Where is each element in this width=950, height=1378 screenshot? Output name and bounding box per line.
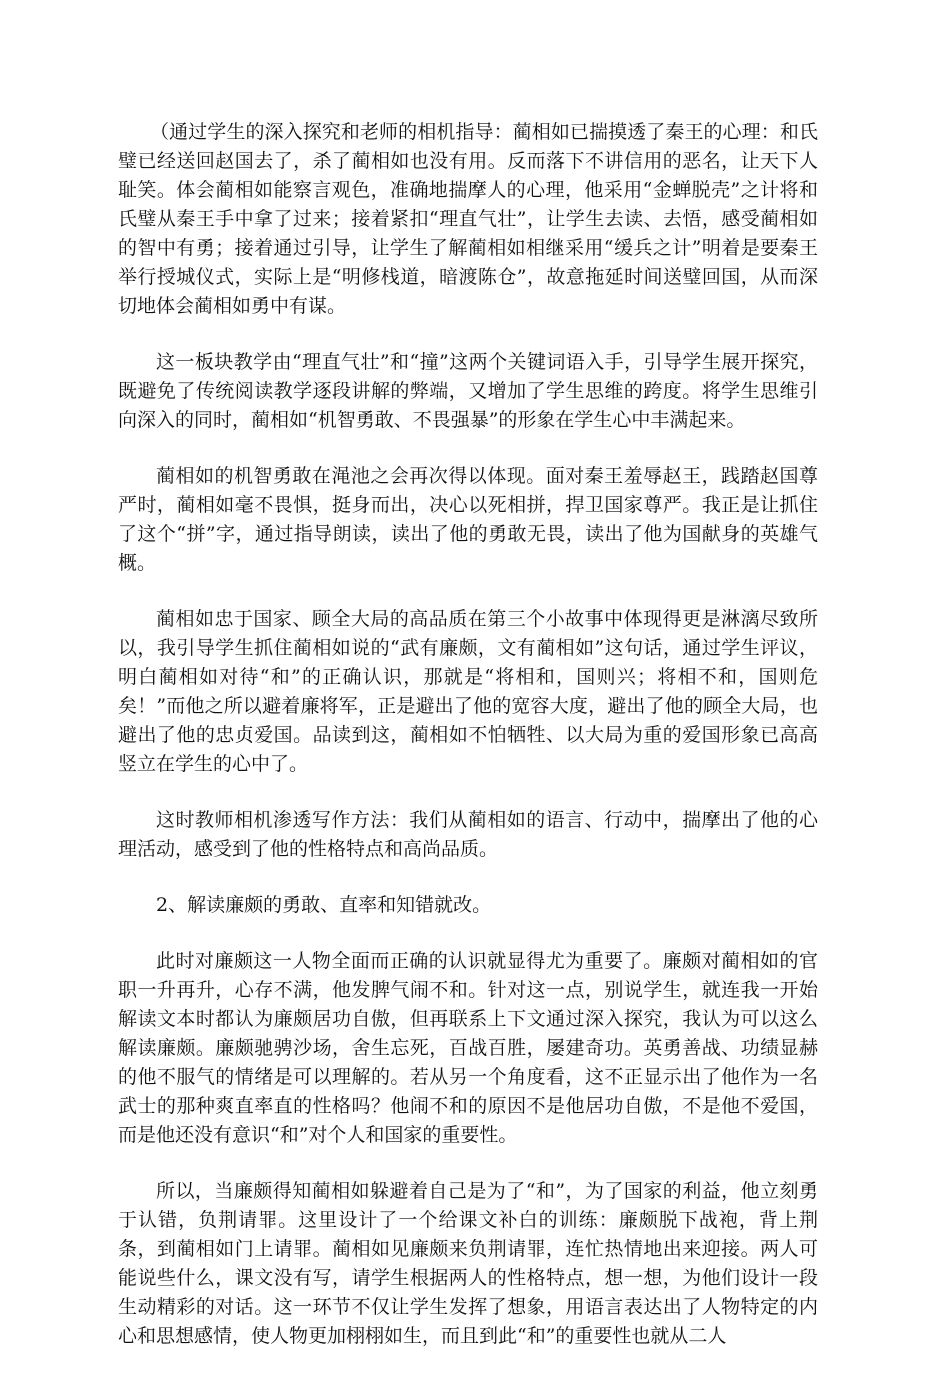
document-body xyxy=(118,118,818,1378)
paragraph-3: 蔺相如的机智勇敢在渑池之会再次得以体现。面对秦王羞辱赵王，践踏赵国尊严时，蔺相如毫不畏惧，挺身而出，决心以死相拼，捍卫国家尊严。我正是让抓住了这个“拼”字，通过指导朗读，读出了他的勇敢无畏，读出了他为国献身的英雄气概。 xyxy=(118,465,818,574)
section-heading: 2、解读廉颇的勇敢、直率和知错就改。 xyxy=(156,894,492,916)
paragraph-2: 这一板块教学由“理直气壮”和“撞”这两个关键词语入手，引导学生展开探究，既避免了传统阅读教学逐段讲解的弊端，又增加了学生思维的跨度。将学生思维引向深入的同时，蔺相如“机智勇敢、不畏强暴”的形象在学生心中丰满起来。 xyxy=(118,351,818,431)
paragraph-8: 所以，当廉颇得知蔺相如躲避着自己是为了“和”，为了国家的利益，他立刻勇于认错，负荆请罪。这里设计了一个给课文补白的训练：廉颇脱下战袍，背上荆条，到蔺相如门上请罪。蔺相如见廉颇来负荆请罪，连忙热情地出来迎接。两人可能说些什么，课文没有写，请学生根据两人的性格特点，想一想，为他们设计一段生动精彩的对话。这一环节不仅让学生发挥了想象，用语言表达出了人物特定的内心和思想感情，使人物更加栩栩如生，而且到此“和”的重要性也就从二人 xyxy=(118,1180,818,1347)
paragraph-7: 此时对廉颇这一人物全面而正确的认识就显得尤为重要了。廉颇对蔺相如的官职一升再升，心存不满，他发脾气闹不和。针对这一点，别说学生，就连我一开始解读文本时都认为廉颇居功自傲，但再联系上下文通过深入探究，我认为可以这么解读廉颇。廉颇驰骋沙场，舍生忘死，百战百胜，屡建奇功。英勇善战、功绩显赫的他不服气的情绪是可以理解的。若从另一个角度看，这不正显示出了他作为一名武士的那种爽直率直的性格吗？他闹不和的原因不是他居功自傲，不是他不爱国，而是他还没有意识“和”对个人和国家的重要性。 xyxy=(118,950,818,1146)
paragraph-1: （通过学生的深入探究和老师的相机指导：蔺相如已揣摸透了秦王的心理：和氏璧已经送回赵国去了，杀了蔺相如也没有用。反而落下不讲信用的恶名，让天下人耻笑。体会蔺相如能察言观色，准确地揣摩人的心理，他采用“金蝉脱壳”之计将和氏璧从秦王手中拿了过来；接着紧扣“理直气壮”，让学生去读、去悟，感受蔺相如的智中有勇；接着通过引导，让学生了解蔺相如相继采用“缓兵之计”明着是要秦王举行授城仪式，实际上是“明修栈道，暗渡陈仓”，故意拖延时间送璧回国，从而深切地体会蔺相如勇中有谋。 xyxy=(118,121,818,317)
paragraph-4: 蔺相如忠于国家、顾全大局的高品质在第三个小故事中体现得更是淋漓尽致所以，我引导学生抓住蔺相如说的“武有廉颇，文有蔺相如”这句话，通过学生评议，明白蔺相如对待“和”的正确认识，那就是“将相和，国则兴；将相不和，国则危矣！”而他之所以避着廉将军，正是避出了他的宽容大度，避出了他的顾全大局，也避出了他的忠贞爱国。品读到这，蔺相如不怕牺牲、以大局为重的爱国形象已高高竖立在学生的心中了。 xyxy=(118,608,818,775)
paragraph-5: 这时教师相机渗透写作方法：我们从蔺相如的语言、行动中，揣摩出了他的心理活动，感受到了他的性格特点和高尚品质。 xyxy=(118,809,818,860)
